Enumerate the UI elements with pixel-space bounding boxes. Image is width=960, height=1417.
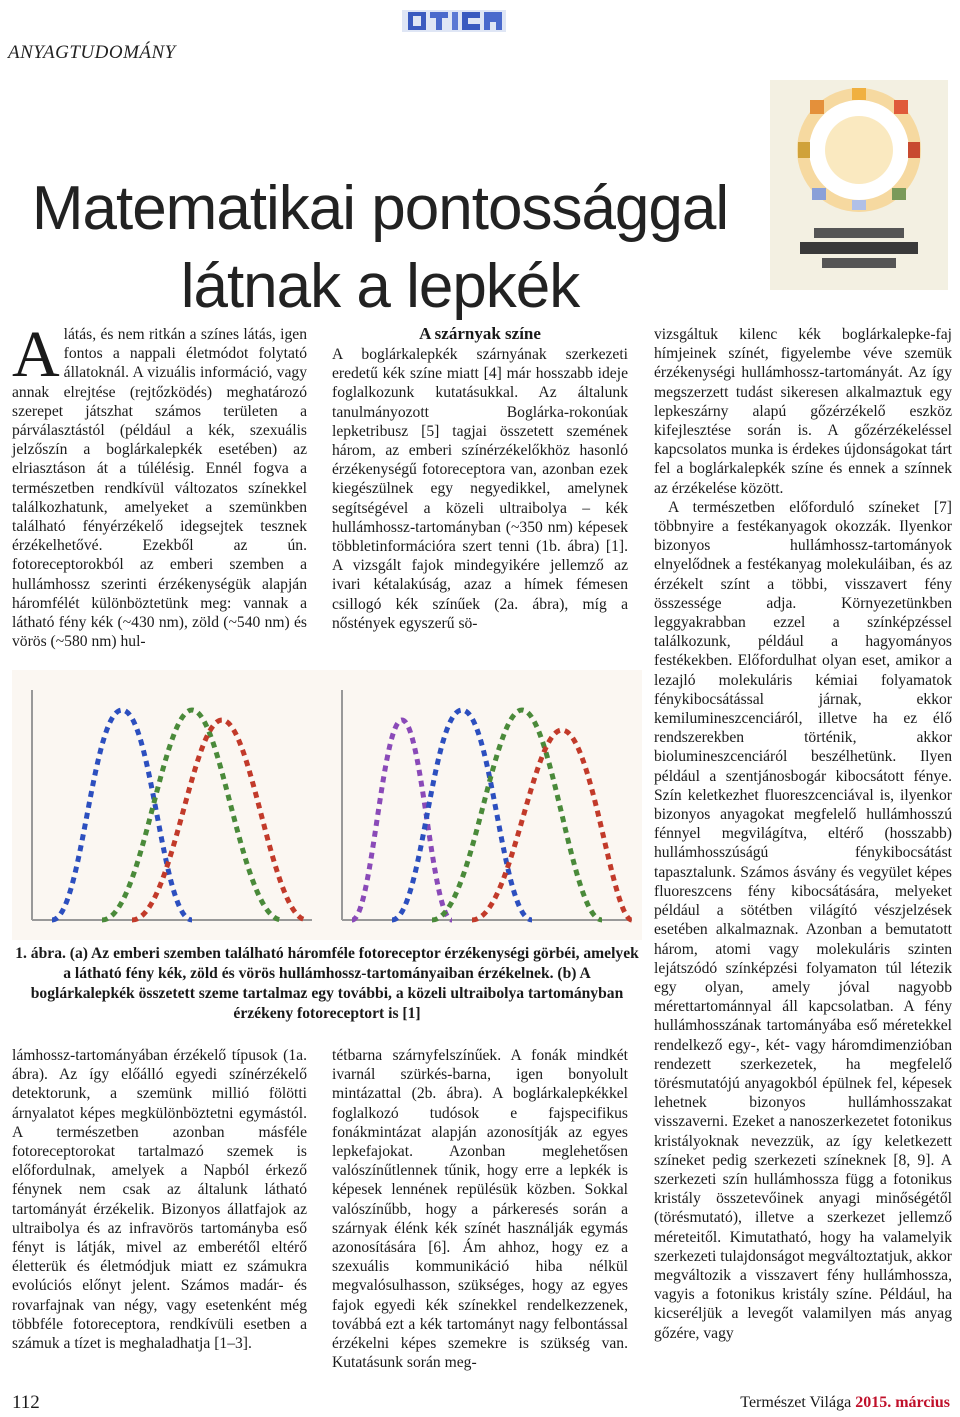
paragraph: A természetben előforduló színeket [7] többnyire a festékanyagok okozzák. Ilyenkor bizonyos hullámhossz-tartományok elnyelődnek a festékanyag molekuláiban, és az érzékelt színt a többi, visszavert fény összessége adja. Környezetünkben leggyakrabban ezzel a színképzéssel találkozunk, például a hagyományos festékekben. Előfordulhat olyan eset, amikor a lezajló molekuláris kémiai folyamatok fénykibocsátással járnak, ekkor kemilumineszcenciáról, illetve ha ez élő rendszerekben történik, akkor biolumineszcenciáról beszélhetünk. Ilyen például a szentjánosbogár kibocsátott fénye. Szín keletkezhet fluoreszcenciával is, ilyenkor bizonyos anyagokat megfelelő hullámhosszú fénnyel megvilágítva, eltérő (hosszabb) hullámhosszúságú fénykibocsátást tapasztalunk. Számos ásvány és vegyület képes fluoreszcens fény kibocsátására, melyeket például a sötétben világító vészjelzések esetében alkalmaznak. Azonban a bemutatott három, atomi vagy molekuláris szinten lejátszódó színképzési folyamaton túl létezik egy olyan, amely jóval nagyobb mérettartománnyal áll kapcsolatban. A fény hullámhosszának tartományába eső méretekkel rendelkező egy-, két- vagy háromdimenzióban rendezett szerkezetek, ha megfelelő törésmutatójú anyagokból épülnek fel, képesek lehetnek bizonyos hullámhosszakat visszaverni. Ezeket a nanoszerkezetet fotonikus kristályoknak nevezzük, az így keletkezett színeket pedig szerkezeti színeknek [8, 9]. A szerkezeti szín hullámhossza függ a fotonikus kristály összetevőinek anyagi minőségétől (törésmutató), illetve a szerkezet jellemző méreteitől. Kimutatható, hogy ha valamelyik szerkezeti tulajdonságot megváltoztatjuk, akkor megváltozik a visszavert fény hullámhossza, vagyis a fotonikus kristály színe. Például, ha kicseréljük a levegőt valamilyen más anyag gőzére, vagy	[654, 498, 952, 1342]
issue-date: 2015. március	[855, 1394, 950, 1411]
title-line-2: látnak a lepkék	[180, 251, 580, 321]
paragraph: lámhossz-tartományában érzékelő típusok (1a. ábra). Az így előálló egyedi színérzékelő detektorunk, a szemünk millió fölötti árnyalatot képes megkülönböztetni egymástól. A természetben azonban másféle fotoreceptorokat tartalmazó szemek is előfordulnak, amelyek a Napból érkező fénynek nem csak az általunk látható tartományát érzékelik. Bizonyos állatfajok az ultraibolya és az infravörös tartományba eső fényt is látják, mivel az emberétől eltérő életterük és életmódjuk miatt ez számukra evolúciós előnyt jelent. Számos madár- és rovarfajnak van négy, vagy esetenként még többféle fotoreceptora, rendkívüli esetben a számuk a tízet is meghaladhatja [1–3].	[12, 1047, 307, 1353]
section-heading: A szárnyak színe	[419, 324, 541, 343]
paragraph: A boglárkalepkék szárnyának szerkezeti eredetű kék színe miatt [4] már hosszabb ideje foglalkozunk kutatásukkal. Az általunk tanulmányozott Boglárka-rokonúak lepketribusz [5] tagjai összetett szemének három, az emberi színérzékelőkhöz hasonló érzékenységű fotoreceptora van, azonban ezek kiegészülnek egy negyedikkel, amelynek segítségével a közeli ultraibolya – kék hullámhossz-tartományban (~350 nm) képesek többletinformációra szert tenni (1b. ábra) [1]. A vizsgált fajok mindegyikére jellemző az ivari kétalakúság, azaz a hímek fémesen csillogó kék színűek (2a. ábra), míg a nőstények egyszerű sö-	[332, 346, 628, 632]
page-number: 112	[12, 1392, 40, 1413]
title-line-1: Matematikai pontossággal	[31, 173, 729, 243]
column-1-top	[12, 318, 307, 651]
section-label: ANYAGTUDOMÁNY	[8, 42, 176, 63]
paragraph: tétbarna szárnyfelszínűek. A fonák mindkét ivarnál szürkés-barna, igen bonyolult mintázattal (2b. ábra). A boglárkalepkékkel foglalkozó tudósok e fajspecifikus fonákmintázat alapján azonosítják az egyes lepkefajokat. Azonban meglehetősen valószínűtlennek tűnik, hogy erre a lepkék is képesek lennének repülésük közben. Sokkal valószínűbb, hogy a párkeresés során a szárnyak élénk kék színét használják egymás azonosítására [6]. Ám ahhoz, hogy ez a szexuális kommunikáció hiba nélkül megvalósulhasson, szükséges, hogy az egyes fajok egyedi kék színekkel rendelkezzenek, továbbá ezt a kék tartományt nagy felbontással érzékelni képes szemekre is szükség van. Kutatásunk során meg-	[332, 1047, 628, 1372]
intro-paragraph: látás, és nem ritkán a színes látás, igen fontos a nappali életmódot folytató állatoknál. A vizuális információ, vagy annak elrejtése (rejtőzködés) meghatározó szerepet játszhat számos területen a párválasztástól (például a kék, szexuális jelzőszín a boglárkalepkék esetében) az elriasztáson át a túlélésig. Ennél fogva a természetben rendkívül változatos színekkel találkozhatunk, amelyeket a szemünkben található fényérzékelő idegsejtek tesznek érzékelhetővé. Ezekből az ún. fotoreceptorokból az emberi szemben a hullámhossz szerinti érzékenységük alapján háromfélét különböztetünk meg: vannak a látható fény kék (~430 nm), zöld (~540 nm) és vörös (~580 nm) hul-	[12, 326, 307, 651]
column-2-top	[332, 345, 628, 633]
figure-caption: 1. ábra. (a) Az emberi szemben található háromféle fotoreceptor érzékenységi görbéi, amelyek a látható fény kék, zöld és vörös hullámhossz-tartományaiban érzékelnek. (b) A boglárkalepkék összetett szeme tartalmaz egy további, a közeli ultraibolya tartományban érzékeny fotoreceptort is [1]	[15, 945, 639, 1022]
column-2-bottom	[332, 1046, 628, 1372]
magazine-name: Természet Világa	[740, 1394, 852, 1411]
column-1-bottom	[12, 1046, 307, 1353]
footer-credit	[740, 1394, 950, 1412]
drop-cap: A	[12, 318, 60, 391]
sun-emblem-icon	[797, 88, 921, 212]
figure-sensitivity-curves	[12, 670, 642, 940]
year-of-light-logo	[770, 80, 948, 290]
paragraph: vizsgáltuk kilenc kék boglárkalepke-faj hímjeinek színét, figyelembe véve szemük érzékenységi hullámhossz-tartományát. Az így megszerzett tudást sikeresen alkalmaztuk egy lepkeszárny alapú gőzérzékelő eszköz kifejlesztése során is. A gőzérzékeléssel kapcsolatos munka is érdekes újdonságokat tárt fel a boglárkalepkék színe és ennek a színnek az érzékelése között.	[654, 326, 952, 497]
article-title	[10, 170, 750, 326]
masthead-logo	[402, 2, 506, 40]
column-3	[654, 325, 952, 1343]
